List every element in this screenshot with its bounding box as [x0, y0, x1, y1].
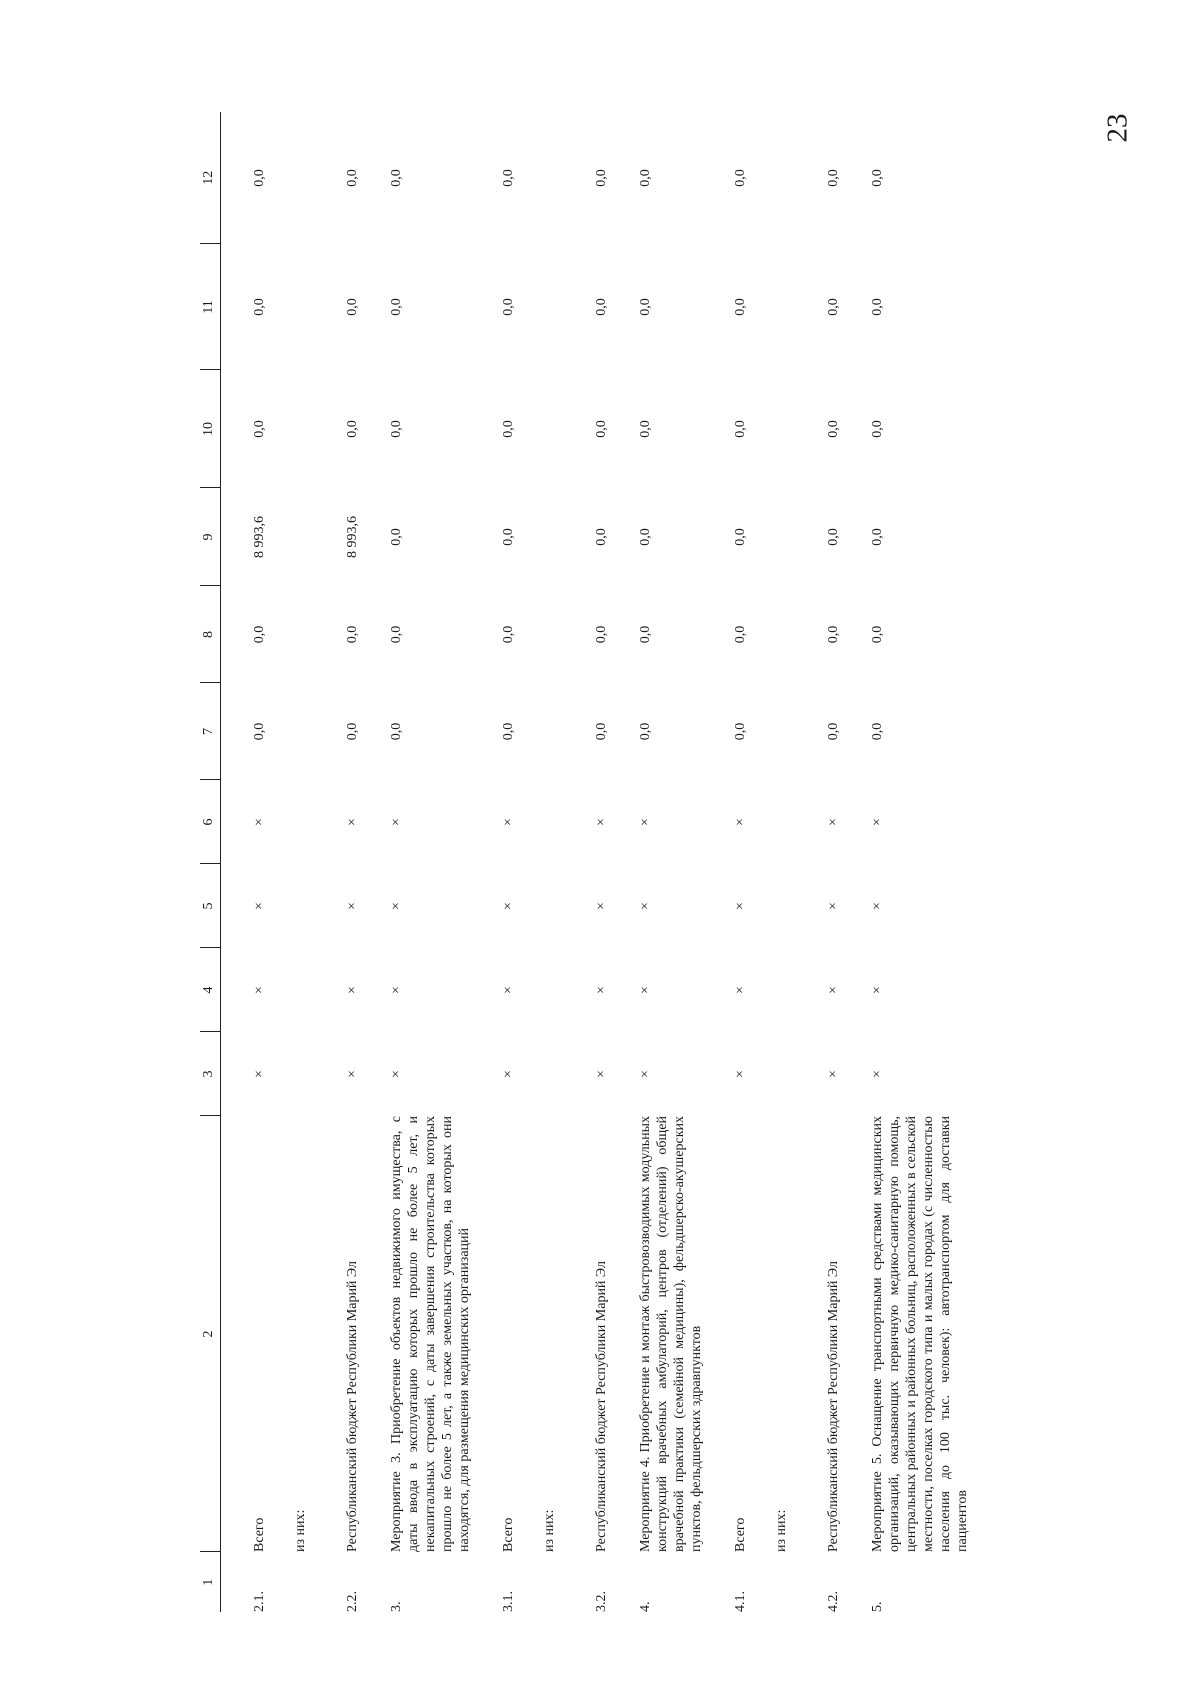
cell-col-7: 0,0: [345, 722, 360, 741]
cell-col-9: 8 993,6: [345, 516, 360, 558]
cell-col-6: ×: [638, 818, 653, 826]
row-number: 5.: [870, 1601, 885, 1612]
row-description: Всего: [733, 1517, 748, 1552]
column-header-5: 5: [200, 864, 221, 948]
row-description: из них:: [293, 1509, 308, 1552]
column-header-3: 3: [200, 1032, 221, 1116]
row-number: 3.2.: [594, 1591, 609, 1612]
cell-col-4: ×: [733, 986, 748, 994]
cell-col-8: [517, 586, 566, 683]
cell-col-3: [268, 1032, 317, 1116]
cell-col-11: 0,0: [733, 298, 748, 316]
cell-col-11: 0,0: [638, 298, 653, 316]
column-header-6: 6: [200, 780, 221, 864]
cell-col-10: 0,0: [252, 420, 267, 438]
cell-col-12: 0,0: [826, 169, 841, 187]
cell-col-8: 0,0: [870, 625, 885, 644]
table-row: [221, 112, 269, 1612]
column-header-7: 7: [200, 683, 221, 780]
cell-col-6: ×: [870, 818, 885, 826]
cell-col-11: 0,0: [389, 298, 404, 316]
table-row: [317, 112, 361, 1612]
cell-col-5: ×: [594, 902, 609, 910]
cell-col-10: 0,0: [345, 420, 360, 438]
cell-col-12: 0,0: [594, 169, 609, 187]
cell-col-10: 0,0: [638, 420, 653, 438]
cell-col-6: ×: [501, 818, 516, 826]
cell-col-8: 0,0: [594, 625, 609, 644]
cell-col-10: [517, 370, 566, 488]
cell-col-8: 0,0: [826, 625, 841, 644]
cell-col-8: 0,0: [252, 625, 267, 644]
cell-col-11: 0,0: [345, 298, 360, 316]
cell-col-5: ×: [638, 902, 653, 910]
cell-col-5: ×: [252, 902, 267, 910]
row-number: 2.2.: [345, 1591, 360, 1612]
cell-col-4: ×: [870, 986, 885, 994]
cell-col-4: ×: [389, 986, 404, 994]
cell-col-11: 0,0: [594, 298, 609, 316]
cell-col-6: ×: [252, 818, 267, 826]
column-header-1: 1: [200, 1552, 221, 1612]
subheader-row: [749, 112, 798, 1612]
cell-col-11: 0,0: [870, 298, 885, 316]
cell-col-7: 0,0: [252, 722, 267, 741]
cell-col-11: [517, 244, 566, 370]
row-number: [517, 1552, 566, 1612]
table-row: [842, 112, 971, 1612]
row-description: Всего: [501, 1517, 516, 1552]
cell-col-3: ×: [594, 1070, 609, 1078]
cell-col-7: 0,0: [389, 722, 404, 741]
cell-col-5: ×: [733, 902, 748, 910]
row-number: 4.1.: [733, 1591, 748, 1612]
cell-col-12: 0,0: [870, 169, 885, 187]
cell-col-11: [268, 244, 317, 370]
cell-col-4: [268, 948, 317, 1032]
cell-col-9: [749, 488, 798, 586]
cell-col-4: ×: [501, 986, 516, 994]
cell-col-3: [749, 1032, 798, 1116]
cell-col-10: [268, 370, 317, 488]
cell-col-4: ×: [594, 986, 609, 994]
cell-col-3: ×: [826, 1070, 841, 1078]
cell-col-3: ×: [870, 1070, 885, 1078]
column-header-10: 10: [200, 370, 221, 488]
cell-col-4: ×: [638, 986, 653, 994]
cell-col-9: [517, 488, 566, 586]
cell-col-6: [749, 780, 798, 864]
table-row: [798, 112, 842, 1612]
cell-col-8: 0,0: [389, 625, 404, 644]
row-description: Республиканский бюджет Республики Марий Эл: [594, 1261, 609, 1552]
cell-col-5: ×: [501, 902, 516, 910]
cell-col-3: [517, 1032, 566, 1116]
cell-col-7: 0,0: [733, 722, 748, 741]
rotated-table-wrapper: [200, 112, 970, 1612]
cell-col-11: 0,0: [252, 298, 267, 316]
cell-col-11: 0,0: [501, 298, 516, 316]
row-number: 2.1.: [252, 1591, 267, 1612]
table-body: [221, 112, 972, 1612]
cell-col-10: [749, 370, 798, 488]
cell-col-10: 0,0: [389, 420, 404, 438]
cell-col-9: 0,0: [594, 528, 609, 546]
cell-col-10: 0,0: [501, 420, 516, 438]
row-description: Республиканский бюджет Республики Марий Эл: [826, 1261, 841, 1552]
cell-col-12: 0,0: [389, 169, 404, 187]
cell-col-5: [749, 864, 798, 948]
cell-col-9: 8 993,6: [252, 516, 267, 558]
cell-col-6: ×: [733, 818, 748, 826]
cell-col-4: ×: [826, 986, 841, 994]
row-description: Всего: [252, 1517, 267, 1552]
cell-col-8: 0,0: [638, 625, 653, 644]
budget-table: [200, 112, 971, 1612]
cell-col-8: 0,0: [501, 625, 516, 644]
cell-col-12: 0,0: [733, 169, 748, 187]
subheader-row: [268, 112, 317, 1612]
cell-col-7: 0,0: [826, 722, 841, 741]
cell-col-5: [268, 864, 317, 948]
page-number: 23: [1101, 113, 1134, 143]
cell-col-6: ×: [389, 818, 404, 826]
cell-col-5: ×: [870, 902, 885, 910]
cell-col-9: 0,0: [389, 528, 404, 546]
cell-col-5: [517, 864, 566, 948]
cell-col-12: [749, 112, 798, 244]
cell-col-3: ×: [501, 1070, 516, 1078]
column-header-9: 9: [200, 488, 221, 586]
cell-col-4: [517, 948, 566, 1032]
cell-col-7: 0,0: [870, 722, 885, 741]
cell-col-4: ×: [345, 986, 360, 994]
row-description: Мероприятие 5. Оснащение транспортными средствами медицинских организаций, оказывающих первичную медико-санитарную помощь, центральных районных и районных больниц, расположенных в сельской местности, поселках городского типа и малых городах (с численностью населения до 100 тыс. человек): автотранспортом для доставки пациентов: [870, 1116, 970, 1552]
cell-col-7: 0,0: [638, 722, 653, 741]
row-number: 4.2.: [826, 1591, 841, 1612]
row-number: 4.: [638, 1601, 653, 1612]
column-header-8: 8: [200, 586, 221, 683]
cell-col-9: 0,0: [826, 528, 841, 546]
column-header-12: 12: [200, 112, 221, 244]
cell-col-9: 0,0: [638, 528, 653, 546]
cell-col-11: 0,0: [826, 298, 841, 316]
header-row: [200, 112, 221, 1612]
cell-col-12: [268, 112, 317, 244]
cell-col-9: 0,0: [733, 528, 748, 546]
cell-col-12: 0,0: [638, 169, 653, 187]
cell-col-7: [749, 683, 798, 780]
cell-col-3: ×: [389, 1070, 404, 1078]
cell-col-7: 0,0: [501, 722, 516, 741]
subheader-row: [517, 112, 566, 1612]
column-header-11: 11: [200, 244, 221, 370]
cell-col-6: ×: [345, 818, 360, 826]
table-row: [705, 112, 749, 1612]
cell-col-7: 0,0: [594, 722, 609, 741]
cell-col-12: 0,0: [345, 169, 360, 187]
cell-col-3: ×: [345, 1070, 360, 1078]
row-number: [268, 1552, 317, 1612]
cell-col-5: ×: [345, 902, 360, 910]
row-number: 3.: [389, 1601, 404, 1612]
cell-col-4: ×: [252, 986, 267, 994]
cell-col-11: [749, 244, 798, 370]
row-description: Республиканский бюджет Республики Марий Эл: [345, 1261, 360, 1552]
cell-col-8: [268, 586, 317, 683]
cell-col-12: [517, 112, 566, 244]
cell-col-9: 0,0: [501, 528, 516, 546]
cell-col-5: ×: [389, 902, 404, 910]
cell-col-5: ×: [826, 902, 841, 910]
cell-col-10: 0,0: [594, 420, 609, 438]
row-number: 3.1.: [501, 1591, 516, 1612]
row-description: Мероприятие 4. Приобретение и монтаж быстровозводимых модульных конструкций врачебных амбулаторий, центров (отделений) общей врачебной практики (семейной медицины), фельдшерско-акушерских пунктов, фельдшерских здравпунктов: [638, 1116, 704, 1552]
cell-col-10: 0,0: [826, 420, 841, 438]
column-header-4: 4: [200, 948, 221, 1032]
cell-col-3: ×: [638, 1070, 653, 1078]
cell-col-3: ×: [733, 1070, 748, 1078]
cell-col-10: 0,0: [870, 420, 885, 438]
cell-col-6: ×: [594, 818, 609, 826]
cell-col-9: 0,0: [870, 528, 885, 546]
table-row: [610, 112, 705, 1612]
cell-col-12: 0,0: [252, 169, 267, 187]
cell-col-8: [749, 586, 798, 683]
cell-col-7: [517, 683, 566, 780]
table-row: [361, 112, 473, 1612]
cell-col-9: [268, 488, 317, 586]
row-description: из них:: [774, 1509, 789, 1552]
cell-col-6: [517, 780, 566, 864]
table-row: [566, 112, 610, 1612]
cell-col-6: [268, 780, 317, 864]
cell-col-3: ×: [252, 1070, 267, 1078]
table-row: [473, 112, 517, 1612]
cell-col-6: ×: [826, 818, 841, 826]
cell-col-10: 0,0: [733, 420, 748, 438]
cell-col-8: 0,0: [345, 625, 360, 644]
cell-col-12: 0,0: [501, 169, 516, 187]
cell-col-4: [749, 948, 798, 1032]
column-header-2: 2: [200, 1116, 221, 1552]
row-description: из них:: [542, 1509, 557, 1552]
row-description: Мероприятие 3. Приобретение объектов недвижимого имущества, с даты ввода в эксплуатацию которых прошло не более 5 лет, и некапитальных строений, с даты завершения строительства которых прошло не более 5 лет, а также земельных участков, на которых они находятся, для размещения медицинских организаций: [389, 1116, 472, 1552]
cell-col-8: 0,0: [733, 625, 748, 644]
cell-col-7: [268, 683, 317, 780]
row-number: [749, 1552, 798, 1612]
